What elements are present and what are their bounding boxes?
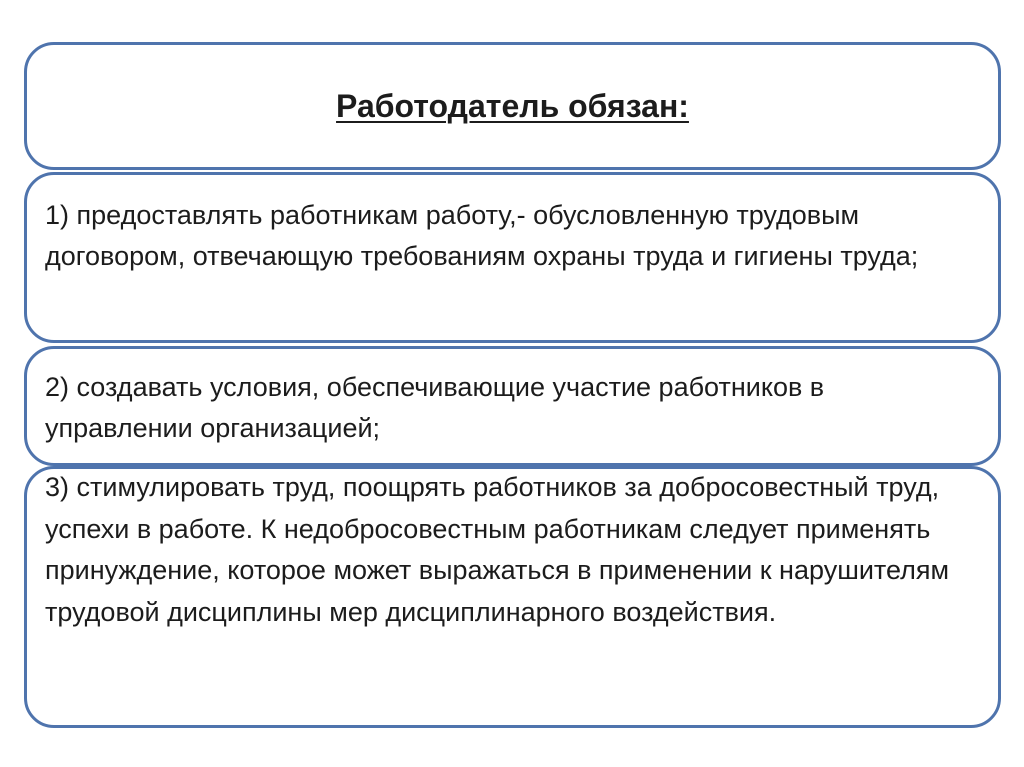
duty-item-2 — [24, 346, 1001, 466]
slide-title: Работодатель обязан: — [336, 87, 689, 124]
duty-item-3 — [24, 466, 1001, 728]
title-box — [24, 42, 1001, 170]
duty-item-3-text: 3) стимулировать труд, поощрять работников за добросовестный труд, успехи в работе. К недобросовестным работникам следует применять принуждение, которое может выражаться в применении к нарушителям трудовой дисциплины мер дисциплинарного воздействия. — [45, 472, 950, 627]
duty-item-2-text: 2) создавать условия, обеспечивающие участие работников в управлении организацией; — [45, 372, 825, 443]
duty-item-1 — [24, 172, 1001, 343]
duty-item-1-text: 1) предоставлять работникам работу,- обусловленную трудовым договором, отвечающую требованиям охраны труда и гигиены труда; — [45, 200, 919, 271]
